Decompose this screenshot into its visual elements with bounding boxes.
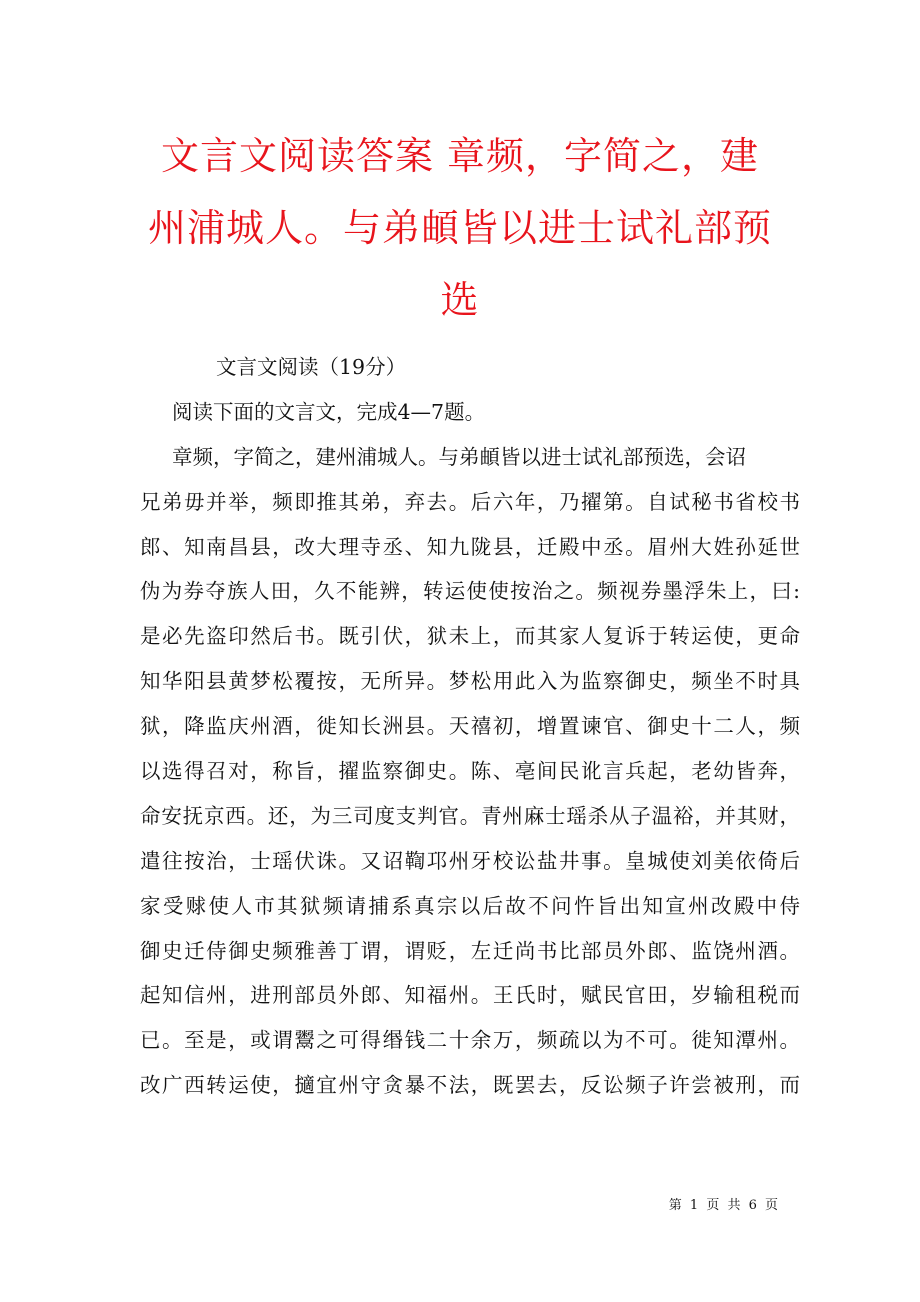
passage-line: 命安抚京西。还，为三司度支判官。青州麻士瑶杀从子温裕，并其财， bbox=[140, 803, 800, 828]
page-number-footer: 第 1 页 共 6 页 bbox=[668, 1198, 780, 1213]
passage-line: 郎、知南昌县，改大理寺丞、知九陇县，迁殿中丞。眉州大姓孙延世 bbox=[140, 534, 800, 559]
passage-line: 已。至是，或谓鬻之可得缗钱二十余万，频疏以为不可。徙知潭州。 bbox=[140, 1028, 800, 1053]
title-line: 文言文阅读答案 章频，字简之，建 bbox=[160, 134, 760, 178]
passage-line: 家受赇使人市其狱频请捕系真宗以后故不问忤旨出知宣州改殿中侍 bbox=[140, 893, 800, 918]
passage-line: 遣往按治，士瑶伏诛。又诏鞫邛州牙校讼盐井事。皇城使刘美依倚后 bbox=[140, 848, 800, 873]
instruction-text: 阅读下面的文言文，完成4—7题。 bbox=[172, 399, 486, 424]
passage-line: 起知信州，进刑部员外郎、知福州。王氏时，赋民官田，岁输租税而 bbox=[140, 983, 800, 1008]
document-title bbox=[120, 120, 800, 336]
document-body bbox=[140, 345, 800, 1108]
title-line: 选 bbox=[440, 278, 480, 322]
passage-line: 是必先盗印然后书。既引伏，狱未上，而其家人复诉于转运使，更命 bbox=[140, 624, 800, 649]
title-line: 州浦城人。与弟頔皆以进士试礼部预 bbox=[147, 206, 772, 250]
passage-line: 知华阳县黄梦松覆按，无所异。梦松用此入为监察御史，频坐不时具 bbox=[140, 669, 800, 694]
passage-line: 伪为券夺族人田，久不能辨，转运使使按治之。频视券墨浮朱上，曰: bbox=[140, 579, 800, 604]
section-heading: 文言文阅读（19分） bbox=[216, 355, 407, 379]
passage-line: 改广西转运使，擿宜州守贪暴不法，既罢去，反讼频子许尝被刑，而 bbox=[140, 1073, 800, 1098]
passage-line: 以选得召对，称旨，擢监察御史。陈、亳间民讹言兵起，老幼皆奔， bbox=[140, 759, 800, 784]
passage-line: 狱，降监庆州酒，徙知长洲县。天禧初，增置谏官、御史十二人，频 bbox=[140, 714, 800, 739]
passage-line: 章频，字简之，建州浦城人。与弟頔皆以进士试礼部预选，会诏 bbox=[172, 444, 746, 469]
passage-line: 御史迁侍御史频雅善丁谓，谓贬，左迁尚书比部员外郎、监饶州酒。 bbox=[140, 938, 800, 963]
passage-line: 兄弟毋并举，频即推其弟，弃去。后六年，乃擢第。自试秘书省校书 bbox=[140, 489, 800, 514]
